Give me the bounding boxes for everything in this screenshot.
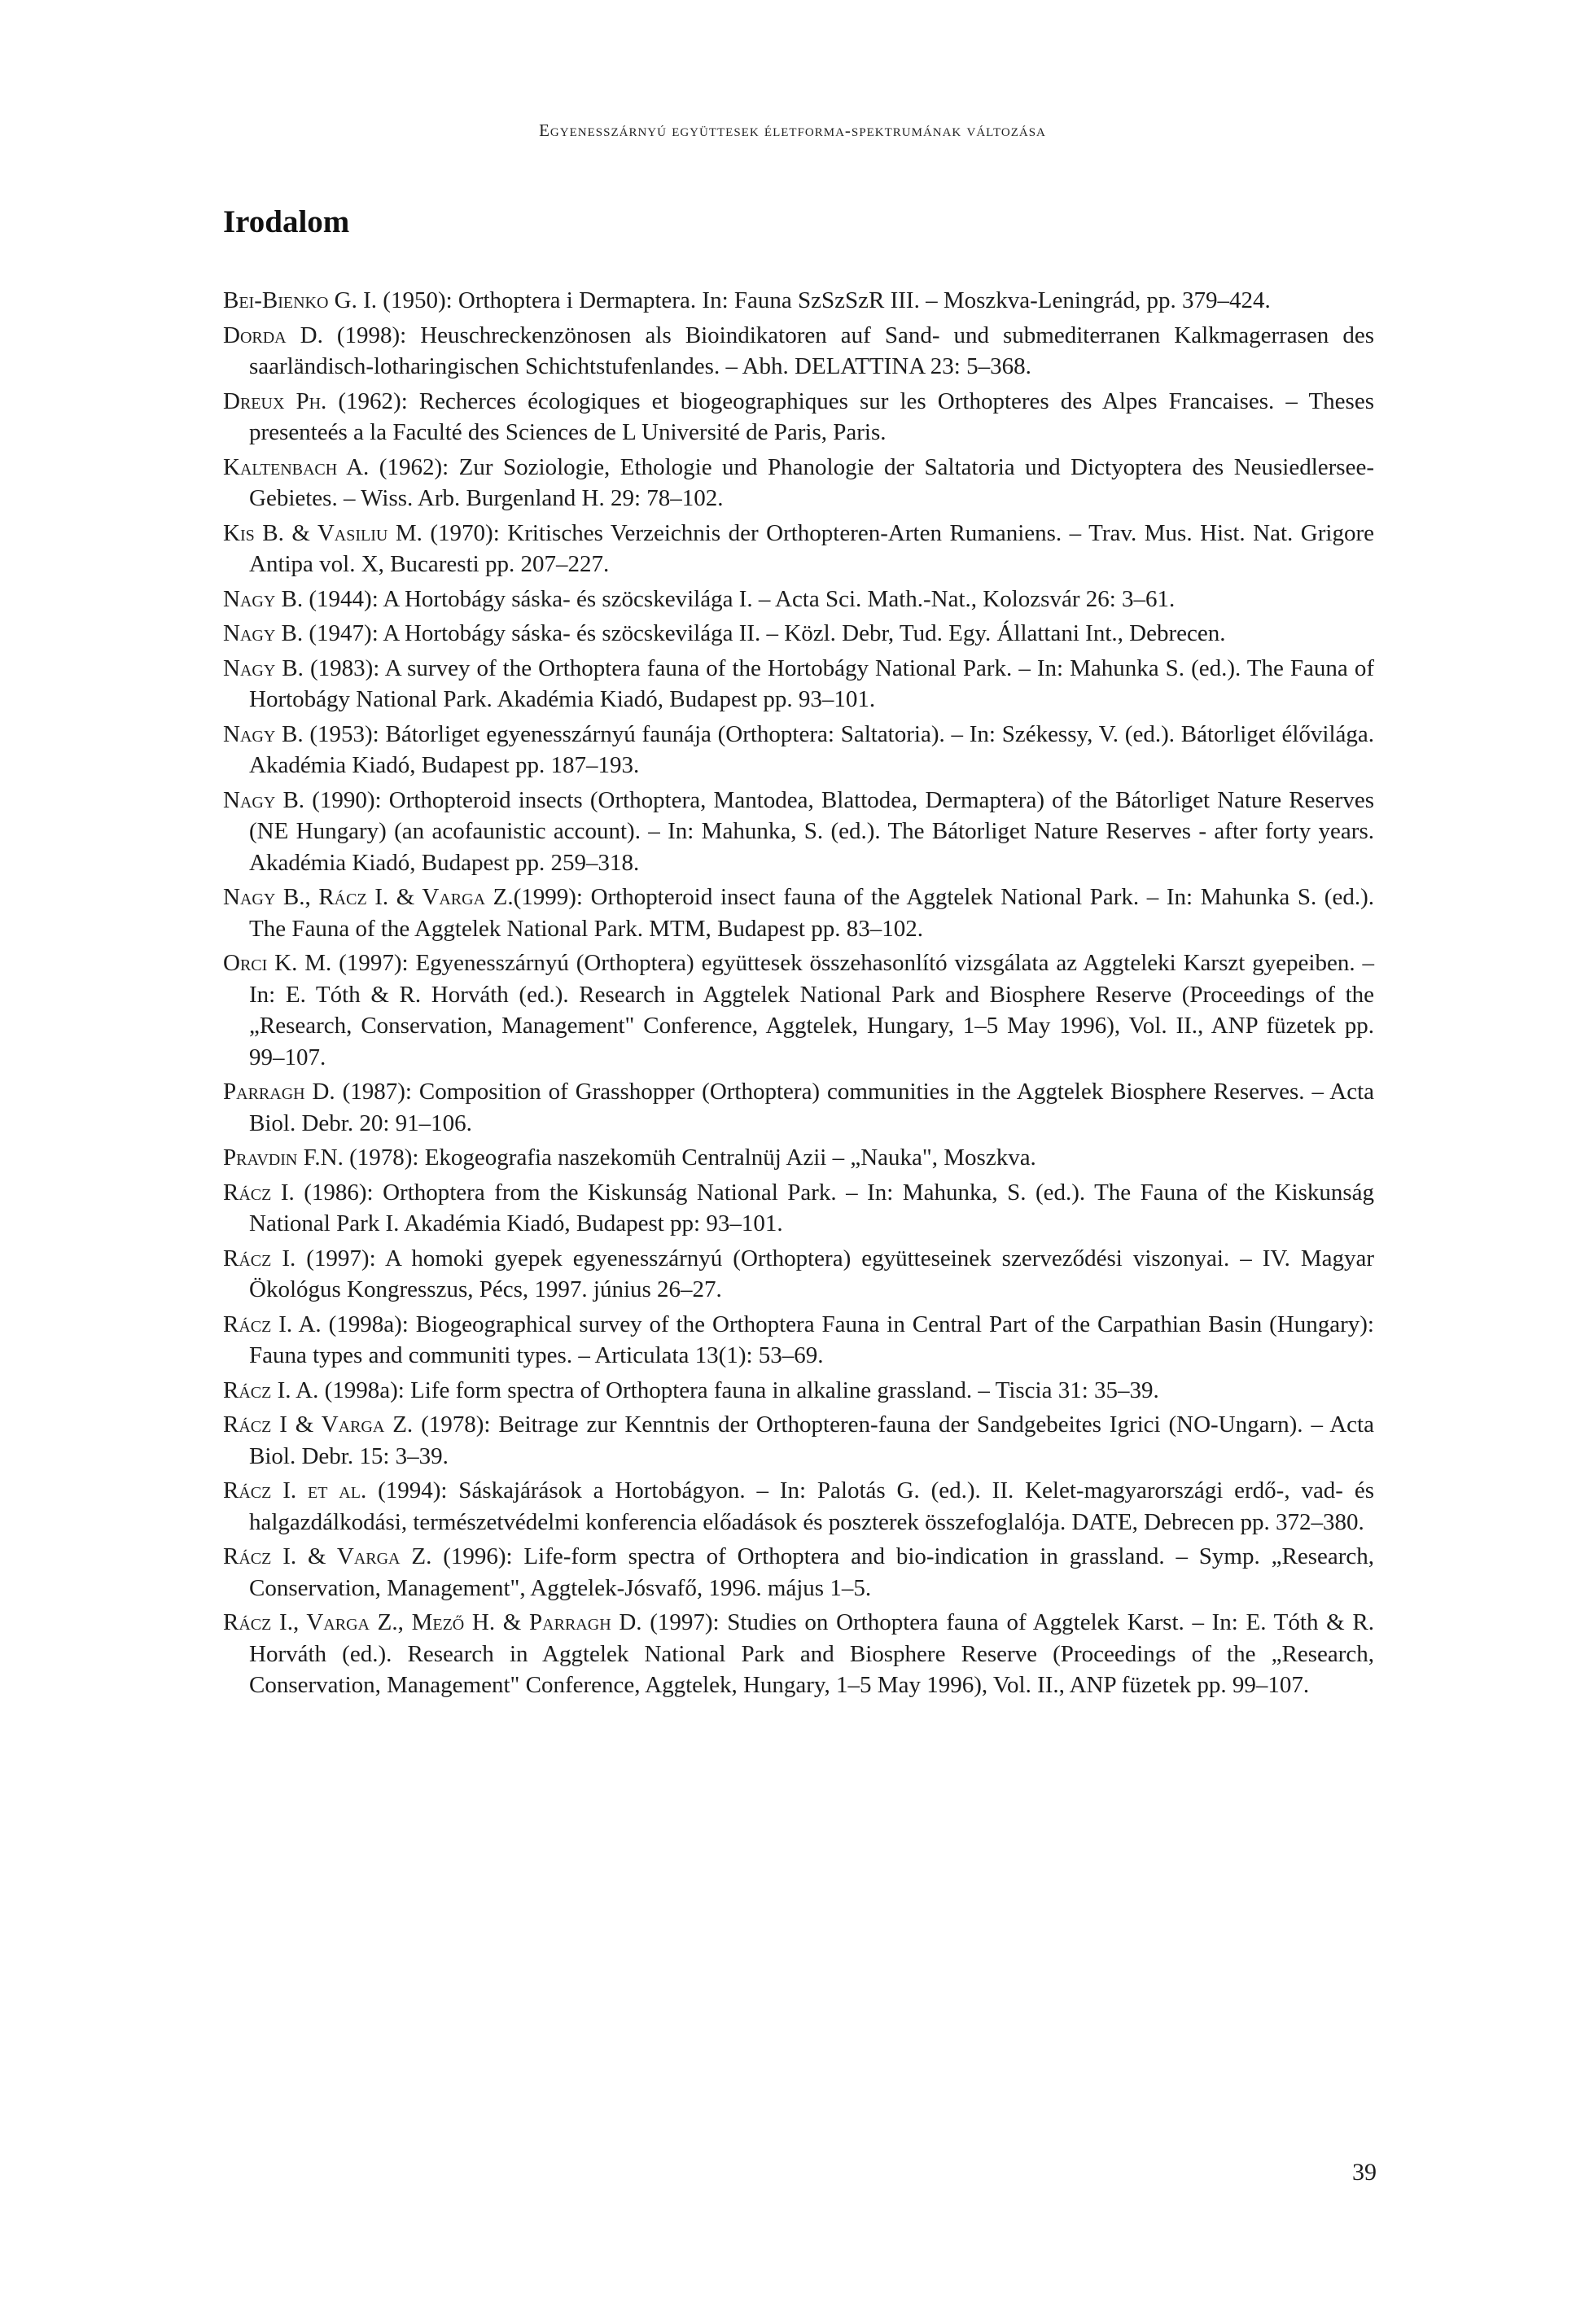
reference-text: (1987): Composition of Grasshopper (Orthoptera) communities in the Aggtelek Biosphere Reserves. – Acta Biol. Debr. 20: 91–106. <box>249 1079 1374 1136</box>
reference-author: Dorda D. <box>223 322 323 348</box>
reference-author: Rácz I. <box>223 1179 295 1206</box>
reference-text: (1996): Life-form spectra of Orthoptera and bio-indication in grassland. – Symp. „Research, Conservation, Management", Aggtelek-Jósvafő, 1996. május 1–5. <box>249 1543 1374 1601</box>
reference-text: (1962): Recherces écologiques et biogeographiques sur les Orthopteres des Alpes Francaises. – Theses presenteés a la Faculté des Sciences de L Université de Paris, Paris. <box>249 387 1374 445</box>
reference-text: (1962): Zur Soziologie, Ethologie und Phanologie der Saltatoria und Dictyoptera des Neusiedlersee-Gebietes. – Wiss. Arb. Burgenland H. 29: 78–102. <box>249 453 1374 511</box>
reference-author: Bei-Bienko G. I. <box>223 287 378 313</box>
reference-item <box>223 653 1374 716</box>
reference-text: (1978): Ekogeografia naszekomüh Centralnüj Azii – „Nauka", Moszkva. <box>343 1144 1036 1171</box>
reference-text: (1997): Studies on Orthoptera fauna of Aggtelek Karst. – In: E. Tóth & R. Horváth (ed.). Research in Aggtelek National Park and Biosphere Reserve (Proceedings of the „Research, Conservation, Management" Conference, Aggtelek, Hungary, 1–5 May 1996), Vol. II., ANP füzetek pp. 99–107. <box>249 1609 1374 1698</box>
reference-text: (1944): A Hortobágy sáska- és szöcskevilága I. – Acta Sci. Math.-Nat., Kolozsvár 26: 3–61. <box>303 585 1176 612</box>
running-header: Egyenesszárnyú együttesek életforma-spektrumának változása <box>539 120 1046 140</box>
reference-text: (1997): Egyenesszárnyú (Orthoptera) együttesek összehasonlító vizsgálata az Aggteleki Karszt gyepeiben. – In: E. Tóth & R. Horváth (ed.). Research in Aggtelek National Park and Biosphere Reserve (Proceedings of the „Research, Conservation, Management" Conference, Aggtelek, Hungary, 1–5 May 1996), Vol. II., ANP füzetek pp. 99–107. <box>249 950 1374 1070</box>
reference-author: Orci K. M. <box>223 950 332 976</box>
reference-text: (1950): Orthoptera i Dermaptera. In: Fauna SzSzSzR III. – Moszkva-Leningrád, pp. 379–424. <box>377 287 1271 313</box>
reference-item <box>223 882 1374 944</box>
reference-author: Parragh D. <box>223 1079 335 1105</box>
reference-item <box>223 320 1374 383</box>
reference-item <box>223 452 1374 514</box>
reference-author: Kaltenbach A. <box>223 453 370 480</box>
reference-author: Rácz I. et al. <box>223 1477 367 1503</box>
reference-text: (1999): Orthopteroid insect fauna of the Aggtelek National Park. – In: Mahunka S. (ed.). The Fauna of the Aggtelek National Park. MTM, Budapest pp. 83–102. <box>249 884 1374 942</box>
reference-text: (1970): Kritisches Verzeichnis der Orthopteren-Arten Rumaniens. – Trav. Mus. Hist. Nat. Grigore Antipa vol. X, Bucaresti pp. 207–227. <box>249 519 1374 577</box>
reference-item <box>223 618 1374 650</box>
reference-item <box>223 1607 1374 1701</box>
reference-author: Nagy B. <box>223 620 304 646</box>
reference-text: (1998): Heuschreckenzönosen als Bioindikatoren auf Sand- und submediterranen Kalkmagerrasen des saarländisch-lotharingischen Schichtstufenlandes. – Abh. DELATTINA 23: 5–368. <box>249 322 1374 379</box>
reference-text: (1994): Sáskajárások a Hortobágyon. – In: Palotás G. (ed.). II. Kelet-magyarországi erdő-, vad- és halgazdálkodási, természetvédelmi konferencia előadások és poszterek összefoglalója. DATE, Debrecen pp. 372–380. <box>249 1477 1374 1535</box>
reference-item <box>223 1409 1374 1472</box>
reference-item <box>223 584 1374 615</box>
reference-item <box>223 1475 1374 1538</box>
reference-author: Rácz I & Varga Z. <box>223 1411 414 1438</box>
reference-text: (1978): Beitrage zur Kenntnis der Orthopteren-fauna der Sandgebeites Igrici (NO-Ungarn). – Acta Biol. Debr. 15: 3–39. <box>249 1411 1374 1469</box>
reference-item <box>223 1177 1374 1240</box>
section-title: Irodalom <box>223 204 350 239</box>
reference-author: Rácz I. & Varga Z. <box>223 1543 432 1569</box>
reference-item <box>223 1375 1374 1407</box>
reference-item <box>223 386 1374 449</box>
reference-text: (1990): Orthopteroid insects (Orthoptera, Mantodea, Blattodea, Dermaptera) of the Bátorliget Nature Reserves (NE Hungary) (an acofaunistic account). – In: Mahunka, S. (ed.). The Bátorliget Nature Reserves - after forty years. Akadémia Kiadó, Budapest pp. 259–318. <box>249 786 1374 876</box>
reference-list <box>223 285 1374 1705</box>
reference-item <box>223 285 1374 317</box>
reference-text: (1998a): Biogeographical survey of the Orthoptera Fauna in Central Part of the Carpathian Basin (Hungary): Fauna types and communiti types. – Articulata 13(1): 53–69. <box>249 1311 1374 1368</box>
reference-text: (1953): Bátorliget egyenesszárnyú faunája (Orthoptera: Saltatoria). – In: Székessy, V. (ed.). Bátorliget élővilága. Akadémia Kiadó, Budapest pp. 187–193. <box>249 720 1374 778</box>
reference-item <box>223 1076 1374 1139</box>
page-number: 39 <box>1352 2159 1377 2186</box>
reference-text: (1998a): Life form spectra of Orthoptera fauna in alkaline grassland. – Tiscia 31: 35–39. <box>318 1376 1159 1403</box>
reference-author: Nagy B. <box>223 585 304 612</box>
reference-item <box>223 948 1374 1073</box>
reference-item <box>223 1243 1374 1306</box>
reference-text: (1986): Orthoptera from the Kiskunság National Park. – In: Mahunka, S. (ed.). The Fauna of the Kiskunság National Park I. Akadémia Kiadó, Budapest pp: 93–101. <box>249 1179 1375 1236</box>
reference-author: Rácz I., Varga Z., Mező H. & Parragh D. <box>223 1609 642 1635</box>
reference-text: (1997): A homoki gyepek egyenesszárnyú (Orthoptera) együtteseinek szerveződési viszonyai. – IV. Magyar Ökológus Kongresszus, Pécs, 1997. június 26–27. <box>249 1245 1375 1302</box>
reference-item <box>223 1142 1374 1174</box>
reference-item <box>223 1541 1374 1604</box>
reference-author: Kis B. & Vasiliu M. <box>223 519 423 546</box>
reference-item <box>223 518 1374 580</box>
reference-author: Rácz I. A. <box>223 1376 319 1403</box>
reference-author: Dreux Ph. <box>223 387 327 414</box>
reference-text: (1947): A Hortobágy sáska- és szöcskevilága II. – Közl. Debr, Tud. Egy. Állattani Int., Debrecen. <box>303 620 1226 646</box>
reference-author: Pravdin F.N. <box>223 1144 344 1171</box>
reference-author: Nagy B. <box>223 786 305 813</box>
reference-author: Rácz I. <box>223 1245 296 1271</box>
reference-item <box>223 785 1374 879</box>
reference-author: Nagy B. <box>223 654 304 681</box>
reference-author: Rácz I. A. <box>223 1311 322 1337</box>
reference-author: Nagy B. <box>223 720 304 747</box>
reference-item <box>223 719 1374 781</box>
reference-item <box>223 1309 1374 1372</box>
reference-text: (1983): A survey of the Orthoptera fauna of the Hortobágy National Park. – In: Mahunka S. (ed.). The Fauna of Hortobágy National Park. Akadémia Kiadó, Budapest pp. 93–101. <box>249 654 1374 712</box>
reference-author: Nagy B., Rácz I. & Varga Z. <box>223 884 514 910</box>
